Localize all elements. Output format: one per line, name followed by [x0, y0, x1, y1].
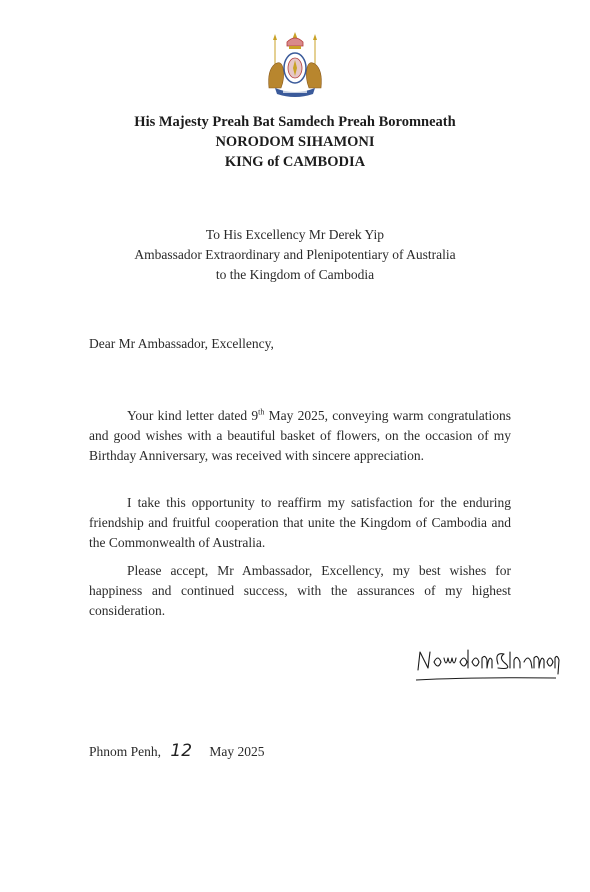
place-and-date [89, 741, 265, 761]
handwritten-signature-icon [414, 640, 562, 688]
p1-text-start: Your kind letter dated 9 [127, 408, 259, 423]
month-year: May 2025 [209, 744, 265, 759]
body-paragraph-3: Please accept, Mr Ambassador, Excellency, my best wishes for happiness and continued success, with the assurances of my highest consideration. [89, 563, 511, 618]
place: Phnom Penh, [89, 744, 162, 759]
body-paragraph-2: I take this opportunity to reaffirm my satisfaction for the enduring friendship and fruitful cooperation that unite the Kingdom of Cambodia and the Commonwealth of Australia. [89, 495, 511, 550]
p1-text-end: May 2025, conveying warm congratulations and good wishes with a beautiful basket of flowers, on the occasion of my Birthday Anniversary, was received with sincere appreciation. [89, 408, 511, 463]
sender-position: KING of CAMBODIA [224, 154, 366, 170]
recipient-location: to the Kingdom of Cambodia [215, 267, 375, 282]
recipient-title: Ambassador Extraordinary and Plenipotentiary of Australia [134, 247, 456, 262]
recipient-name: To His Excellency Mr Derek Yip [205, 227, 385, 242]
body-paragraph-1 [89, 406, 511, 466]
handwritten-day: 12 [170, 741, 193, 761]
royal-coat-of-arms-icon [265, 30, 325, 100]
sender-title: His Majesty Preah Bat Samdech Preah Boromneath [134, 114, 456, 130]
salutation: Dear Mr Ambassador, Excellency, [89, 336, 274, 351]
date-ordinal-suffix: th [258, 407, 265, 417]
sender-name: NORODOM SIHAMONI [215, 134, 375, 150]
